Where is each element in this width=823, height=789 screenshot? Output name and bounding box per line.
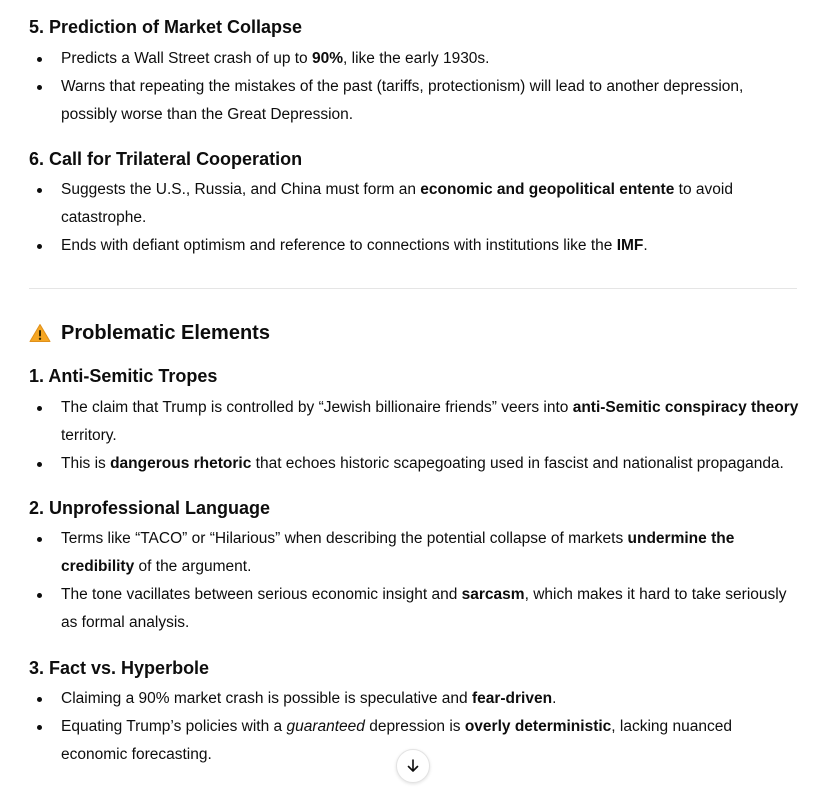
bullet-icon xyxy=(37,85,42,90)
section-1-heading: 1. Anti-Semitic Tropes xyxy=(29,366,218,386)
text: of the argument. xyxy=(134,558,252,575)
bold-text: undermine the credibility xyxy=(61,530,735,575)
list-item xyxy=(29,232,799,260)
bullet-icon xyxy=(37,725,42,730)
bold-text: anti-Semitic conspiracy theory xyxy=(572,399,799,416)
section-2-list xyxy=(29,525,799,637)
text: depression is xyxy=(364,718,465,735)
text: Predicts a Wall Street crash of up to xyxy=(61,50,312,67)
bold-text: fear-driven xyxy=(471,690,553,707)
text: territory. xyxy=(61,427,117,444)
bullet-icon xyxy=(37,244,42,249)
section-3-heading: 3. Fact vs. Hyperbole xyxy=(29,658,210,678)
bullet-icon xyxy=(37,697,42,702)
problematic-elements-heading xyxy=(29,318,270,348)
section-2-heading: 2. Unprofessional Language xyxy=(29,498,271,518)
text: Terms like “TACO” or “Hilarious” when describing the potential collapse of markets xyxy=(61,530,628,547)
scroll-to-bottom-button[interactable] xyxy=(396,749,430,783)
bullet-icon xyxy=(37,188,42,193)
list-item xyxy=(29,581,799,637)
bullet-icon xyxy=(37,462,42,467)
bullet-icon xyxy=(37,57,42,62)
bold-text: IMF xyxy=(616,237,644,254)
text: , lacking nuanced economic forecasting. xyxy=(61,718,732,763)
text: This is xyxy=(61,455,111,472)
section-6-heading: 6. Call for Trilateral Cooperation xyxy=(29,149,303,169)
warning-icon xyxy=(29,323,51,343)
arrow-down-icon xyxy=(405,758,421,774)
section-5-heading: 5. Prediction of Market Collapse xyxy=(29,17,303,37)
list-item xyxy=(29,450,799,478)
bullet-icon xyxy=(37,593,42,598)
heading-text: Problematic Elements xyxy=(61,322,270,344)
list-item xyxy=(29,45,799,73)
text: Claiming a 90% market crash is possible is speculative and xyxy=(61,690,472,707)
divider xyxy=(29,288,797,289)
text: . xyxy=(552,690,557,707)
list-item xyxy=(29,394,799,450)
bold-text: sarcasm xyxy=(461,586,525,603)
bullet-icon xyxy=(37,406,42,411)
bullet-icon xyxy=(37,537,42,542)
text: The claim that Trump is controlled by “Jewish billionaire friends” veers into xyxy=(61,399,573,416)
text: that echoes historic scapegoating used in fascist and nationalist propaganda. xyxy=(251,455,784,472)
text: to avoid catastrophe. xyxy=(61,181,733,226)
bold-text: overly deterministic xyxy=(464,718,612,735)
list-item xyxy=(29,685,799,713)
bold-text: economic and geopolitical entente xyxy=(420,181,675,198)
section-1-list xyxy=(29,394,799,478)
section-5-list xyxy=(29,45,799,129)
text: Ends with defiant optimism and reference to connections with institutions like the xyxy=(61,237,617,254)
bold-text: 90% xyxy=(311,50,344,67)
text: , which makes it hard to take seriously as formal analysis. xyxy=(61,586,787,631)
list-item xyxy=(29,176,799,232)
text: The tone vacillates between serious economic insight and xyxy=(61,586,462,603)
text: Suggests the U.S., Russia, and China must form an xyxy=(61,181,421,198)
bold-text: dangerous rhetoric xyxy=(110,455,252,472)
italic-text: guaranteed xyxy=(286,718,365,735)
text: Equating Trump’s policies with a xyxy=(61,718,287,735)
list-item xyxy=(29,73,799,129)
text: . xyxy=(643,237,648,254)
text: , like the early 1930s. xyxy=(343,50,490,67)
list-item xyxy=(29,525,799,581)
text: Warns that repeating the mistakes of the past (tariffs, protectionism) will lead to another depression, possibly worse than the Great Depression. xyxy=(61,78,744,123)
section-6-list xyxy=(29,176,799,260)
